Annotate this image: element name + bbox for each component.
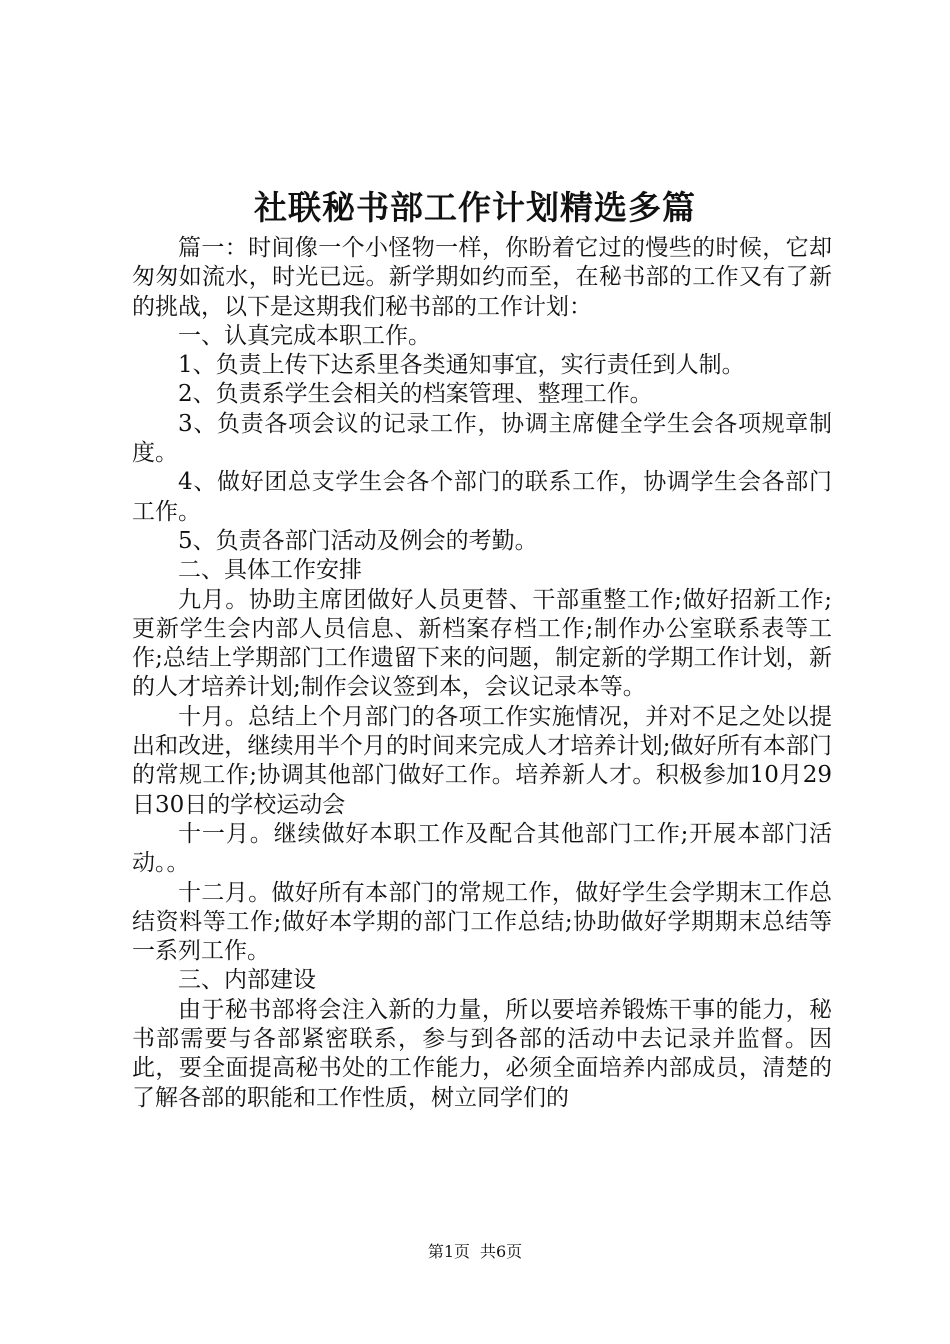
paragraph: 一、认真完成本职工作。 — [178, 322, 431, 349]
paragraph: 二、具体工作安排 — [178, 557, 362, 584]
paragraph: 十月。总结上个月部门的各项工作实施情况，并对不足之处以提出和改进，继续用半个月的时间来完成人才培养计划;做好所有本部门的常规工作;协调其他部门做好工作。培养新人才。积极参加10月29日30日的学校运动会 — [132, 703, 832, 818]
paragraph: 3、负责各项会议的记录工作，协调主席健全学生会各项规章制度。 — [132, 410, 832, 467]
paragraph: 十二月。做好所有本部门的常规工作，做好学生会学期末工作总结资料等工作;做好本学期的部门工作总结;协助做好学期期末总结等一系列工作。 — [132, 879, 832, 965]
paragraph: 由于秘书部将会注入新的力量，所以要培养锻炼干事的能力，秘书部需要与各部紧密联系，参与到各部的活动中去记录并监督。因此，要全面提高秘书处的工作能力，必须全面培养内部成员，清楚的了解各部的职能和工作性质，树立同学们的 — [132, 996, 832, 1111]
paragraph: 九月。协助主席团做好人员更替、干部重整工作;做好招新工作;更新学生会内部人员信息、新档案存档工作;制作办公室联系表等工作;总结上学期部门工作遗留下来的问题，制定新的学期工作计划，新的人才培养计划;制作会议签到本，会议记录本等。 — [132, 586, 832, 701]
paragraph: 1、负责上传下达系里各类通知事宜，实行责任到人制。 — [178, 352, 745, 379]
page-number: 第1页 — [427, 1242, 470, 1261]
paragraph: 三、内部建设 — [178, 967, 316, 994]
document-title: 社联秘书部工作计划精选多篇 — [254, 188, 696, 227]
paragraph: 篇一：时间像一个小怪物一样，你盼着它过的慢些的时候，它却匆匆如流水，时光已远。新学期如约而至，在秘书部的工作又有了新的挑战，以下是这期我们秘书部的工作计划： — [132, 235, 832, 320]
paragraph: 2、负责系学生会相关的档案管理、整理工作。 — [178, 381, 653, 408]
page-footer — [0, 1242, 950, 1262]
document-body — [132, 234, 832, 1113]
paragraph: 5、负责各部门活动及例会的考勤。 — [178, 527, 538, 554]
page-total: 共6页 — [480, 1242, 523, 1261]
paragraph: 十一月。继续做好本职工作及配合其他部门工作;开展本部门活动。。 — [132, 820, 832, 877]
paragraph: 4、做好团总支学生会各个部门的联系工作，协调学生会各部门工作。 — [132, 469, 832, 525]
